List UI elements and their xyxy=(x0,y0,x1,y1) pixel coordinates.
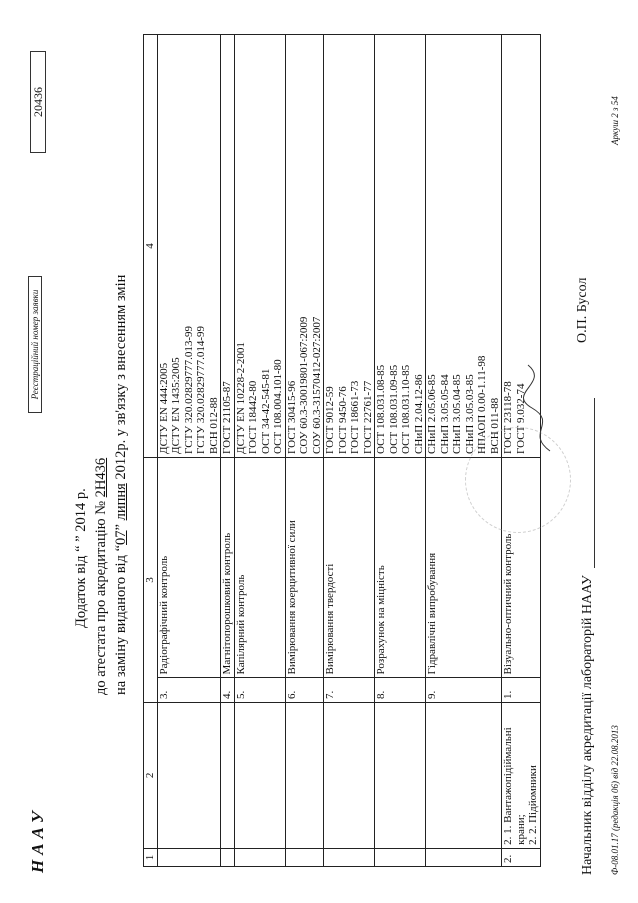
normative-doc: ОСТ 34-42-545-81 xyxy=(259,368,272,454)
row-method-number: 5. xyxy=(234,678,285,703)
row-col-1 xyxy=(285,848,324,866)
normative-doc: ГОСТ 18442-80 xyxy=(247,380,259,454)
table-row xyxy=(324,35,375,867)
row-method-number: 7. xyxy=(324,678,375,703)
normative-doc: ГОСТ 9.032-74 xyxy=(514,383,527,454)
row-normative-docs xyxy=(426,35,502,458)
row-col-1 xyxy=(324,848,375,866)
row-col-2 xyxy=(157,702,221,848)
row-col-2 xyxy=(324,702,375,848)
signatory-name: О.П. Бусол xyxy=(575,277,590,343)
row-col-1 xyxy=(221,848,235,866)
row-method-number: 3. xyxy=(157,678,221,703)
registration-number: 20436 xyxy=(30,51,46,153)
certificate-line xyxy=(93,458,110,695)
row-col-2 xyxy=(285,702,324,848)
normative-doc: ОСТ 108.031.08-85 xyxy=(375,364,387,454)
normative-doc: ДСТУ EN 444:2005 xyxy=(157,362,170,454)
row-method-number: 8. xyxy=(375,678,426,703)
row-method-name: Розрахунок на міцність xyxy=(375,457,426,678)
row-method-name: Вимірювання твердості xyxy=(324,457,375,678)
table-row xyxy=(157,35,221,867)
row-method-name: Гідравлічні випробування xyxy=(426,457,502,678)
normative-doc: ОСТ 108.031.10-85 xyxy=(400,364,412,454)
row-col-1 xyxy=(157,848,221,866)
normative-doc: ДСТУ EN 10228-2-2001 xyxy=(234,342,247,454)
normative-doc: ДСТУ EN 1435:2005 xyxy=(170,357,182,454)
column-header-4: 4 xyxy=(144,35,158,458)
certificate-number: 2Н436 xyxy=(93,457,109,498)
normative-doc: СНиП 3.05.03-85 xyxy=(463,374,476,454)
normative-doc: ГОСТ 9450-76 xyxy=(336,386,349,454)
normative-doc: ГОСТ 23118-78 xyxy=(502,381,514,454)
signature xyxy=(520,363,560,453)
table-header-row xyxy=(144,35,158,867)
normative-doc: ГОСТ 22761-77 xyxy=(361,380,374,454)
row-col-1 xyxy=(234,848,285,866)
row-normative-docs xyxy=(157,35,221,458)
org-name: НААУ xyxy=(28,806,47,873)
row-col-2 xyxy=(426,702,502,848)
normative-doc: ВСН 011-88 xyxy=(488,397,501,454)
column-header-1: 1 xyxy=(144,848,158,866)
row-col-2: 2. 1. Вантажопідіймальні крани; 2. 2. Підйомники xyxy=(502,702,541,848)
row-normative-docs xyxy=(221,35,235,458)
replacement-line xyxy=(113,275,130,695)
column-header-3: 3 xyxy=(144,457,158,702)
row-method-number: 4. xyxy=(221,678,235,703)
row-normative-docs xyxy=(285,35,324,458)
row-method-number: 6. xyxy=(285,678,324,703)
row-col-2 xyxy=(375,702,426,848)
normative-doc: ГСТУ 320.02829777.013-99 xyxy=(182,325,195,454)
row-method-name: Радіографічний контроль xyxy=(157,457,221,678)
normative-doc: ОСТ 108.004.101-80 xyxy=(272,359,284,454)
normative-doc: ГОСТ 21105-87 xyxy=(221,381,233,454)
normative-doc: СНиП 3.05.04-85 xyxy=(451,374,463,454)
signatory-position: Начальник відділу акредитації лабораторій НААУ xyxy=(580,575,595,875)
replacement-mid: ” xyxy=(113,520,129,531)
normative-doc: СОУ 60.3-31570412-027:2007 xyxy=(310,316,323,454)
normative-doc: ГОСТ 30415-96 xyxy=(285,380,298,454)
row-method-number: 1. xyxy=(502,678,541,703)
signature-line xyxy=(594,398,595,568)
row-normative-docs xyxy=(324,35,375,458)
normative-doc: ОСТ 108.031.09-85 xyxy=(387,364,400,454)
row-method-name: Візуально-оптичний контроль xyxy=(502,457,541,678)
row-method-name: Капілярний контроль xyxy=(234,457,285,678)
row-col-1 xyxy=(375,848,426,866)
row-col-2 xyxy=(221,702,235,848)
normative-doc: ВСН 012-88 xyxy=(207,397,220,454)
replacement-day: 07 xyxy=(113,530,129,545)
normative-doc: ГСТУ 320.02829777.014-99 xyxy=(195,325,207,454)
row-method-name: Вимірювання коерцитивної сили xyxy=(285,457,324,678)
row-normative-docs xyxy=(234,35,285,458)
row-normative-docs xyxy=(375,35,426,458)
form-code: Ф-08.01.17 (редакція 06) від 22.08.2013 xyxy=(610,725,620,875)
table-row xyxy=(375,35,426,867)
table-row xyxy=(285,35,324,867)
certificate-prefix: до атестата про акредитацію № xyxy=(93,500,109,695)
normative-doc: СНиП 2.05.06-85 xyxy=(426,374,438,454)
appendix-line: Додаток від “ ” 2014 р. xyxy=(73,488,89,628)
table-row xyxy=(221,35,235,867)
registration-label: Реєстраційний номер заявки xyxy=(28,276,42,413)
normative-doc: ГОСТ 9012-59 xyxy=(324,386,336,454)
row-method-number: 9. xyxy=(426,678,502,703)
row-col-2 xyxy=(234,702,285,848)
replacement-prefix: на заміну виданого від “ xyxy=(113,544,129,695)
row-method-name: Магнітопорошковий контроль xyxy=(221,457,235,678)
normative-doc: СНиП 3.05.05-84 xyxy=(438,374,451,454)
row-col-1: 2. xyxy=(502,848,541,866)
normative-doc: СНиП 2.04.12-86 xyxy=(412,374,425,454)
replacement-month: липня xyxy=(113,483,129,521)
sheet-number: Аркуш 2 з 54 xyxy=(610,96,620,145)
table-row xyxy=(234,35,285,867)
normative-doc: ГОСТ 18661-73 xyxy=(349,380,361,454)
replacement-suffix: 2012р. у зв'язку з внесенням змін xyxy=(113,274,129,484)
column-header-2: 2 xyxy=(144,702,158,848)
normative-doc: НПАОП 0.00-1.11-98 xyxy=(476,355,488,454)
normative-doc: СОУ 60.3-30019801-067:2009 xyxy=(298,316,310,454)
row-col-1 xyxy=(426,848,502,866)
